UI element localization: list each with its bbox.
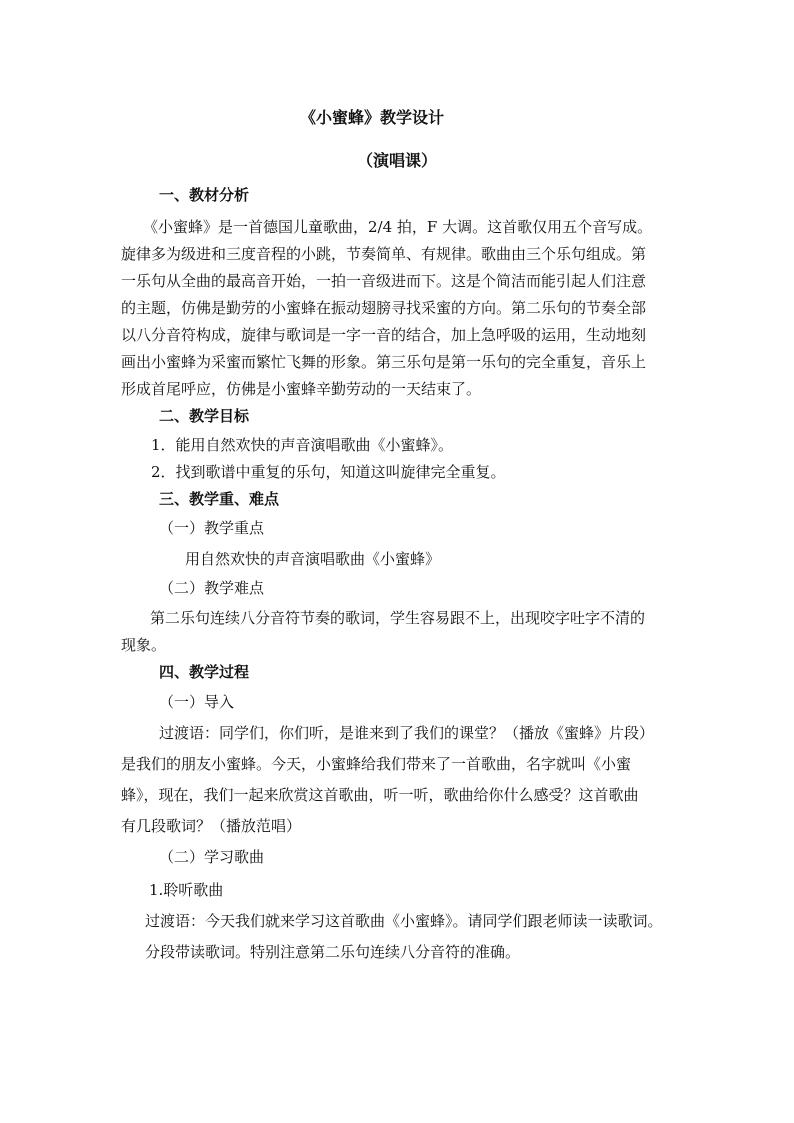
- learn-song-line-2: 分段带读歌词。特别注意第二乐句连续八分音符的准确。: [145, 943, 521, 961]
- intro-heading: （一）导入: [159, 693, 235, 711]
- section-heading-key-points: 三、教学重、难点: [159, 490, 280, 508]
- learn-song-heading: （二）学习歌曲: [159, 848, 265, 866]
- section-heading-analysis: 一、教材分析: [159, 186, 250, 204]
- section-heading-process: 四、教学过程: [159, 663, 250, 681]
- intro-line-3: 蜂》，现在，我们一起来欣赏这首歌曲，听一听，歌曲给你什么感受？这首歌曲: [121, 786, 639, 804]
- goal-item-2: 2．找到歌谱中重复的乐句，知道这叫旋律完全重复。: [151, 463, 506, 481]
- analysis-line-5: 以八分音符构成，旋律与歌词是一字一音的结合，加上急呼吸的运用，生动地刻: [121, 326, 647, 344]
- difficulty-heading: （二）教学难点: [159, 579, 265, 597]
- difficulty-line-1: 第二乐句连续八分音符节奏的歌词，学生容易跟不上，出现咬字吐字不清的: [150, 609, 646, 627]
- analysis-line-7: 形成首尾呼应，仿佛是小蜜蜂辛勤劳动的一天结束了。: [121, 380, 482, 398]
- difficulty-line-2: 现象。: [121, 636, 167, 654]
- section-heading-goals: 二、教学目标: [159, 407, 250, 425]
- analysis-line-2: 旋律多为级进和三度音程的小跳，节奏简单、有规律。歌曲由三个乐句组成。第: [121, 245, 647, 263]
- analysis-line-3: 一乐句从全曲的最高音开始，一拍一音级进而下。这是个简洁而能引起人们注意: [121, 272, 647, 290]
- document-subtitle: （演唱课）: [357, 151, 438, 170]
- key-point-heading: （一）教学重点: [159, 519, 265, 537]
- goal-item-1: 1．能用自然欢快的声音演唱歌曲《小蜜蜂》。: [151, 436, 454, 454]
- analysis-line-1: 《小蜜蜂》是一首德国儿童歌曲，2/4 拍，F 大调。这首歌仅用五个音写成。: [143, 218, 653, 236]
- analysis-line-4: 的主题，仿佛是勤劳的小蜜蜂在振动翅膀寻找采蜜的方向。第二乐句的节奏全部: [121, 299, 647, 317]
- intro-line-4: 有几段歌词？（播放范唱）: [121, 817, 302, 835]
- document-title: 《小蜜蜂》教学设计: [300, 108, 445, 127]
- analysis-line-6: 画出小蜜蜂为采蜜而繁忙飞舞的形象。第三乐句是第一乐句的完全重复，音乐上: [121, 353, 647, 371]
- learn-song-item-1: 1.聆听歌曲: [149, 881, 224, 899]
- key-point-text: 用自然欢快的声音演唱歌曲《小蜜蜂》: [185, 550, 441, 568]
- learn-song-line-1: 过渡语：今天我们就来学习这首歌曲《小蜜蜂》。请同学们跟老师读一读歌词。: [145, 912, 663, 930]
- intro-line-1: 过渡语：同学们，你们听，是谁来到了我们的课堂？（播放《蜜蜂》片段）: [159, 724, 655, 742]
- intro-line-2: 是我们的朋友小蜜蜂。今天，小蜜蜂给我们带来了一首歌曲，名字就叫《小蜜: [121, 755, 632, 773]
